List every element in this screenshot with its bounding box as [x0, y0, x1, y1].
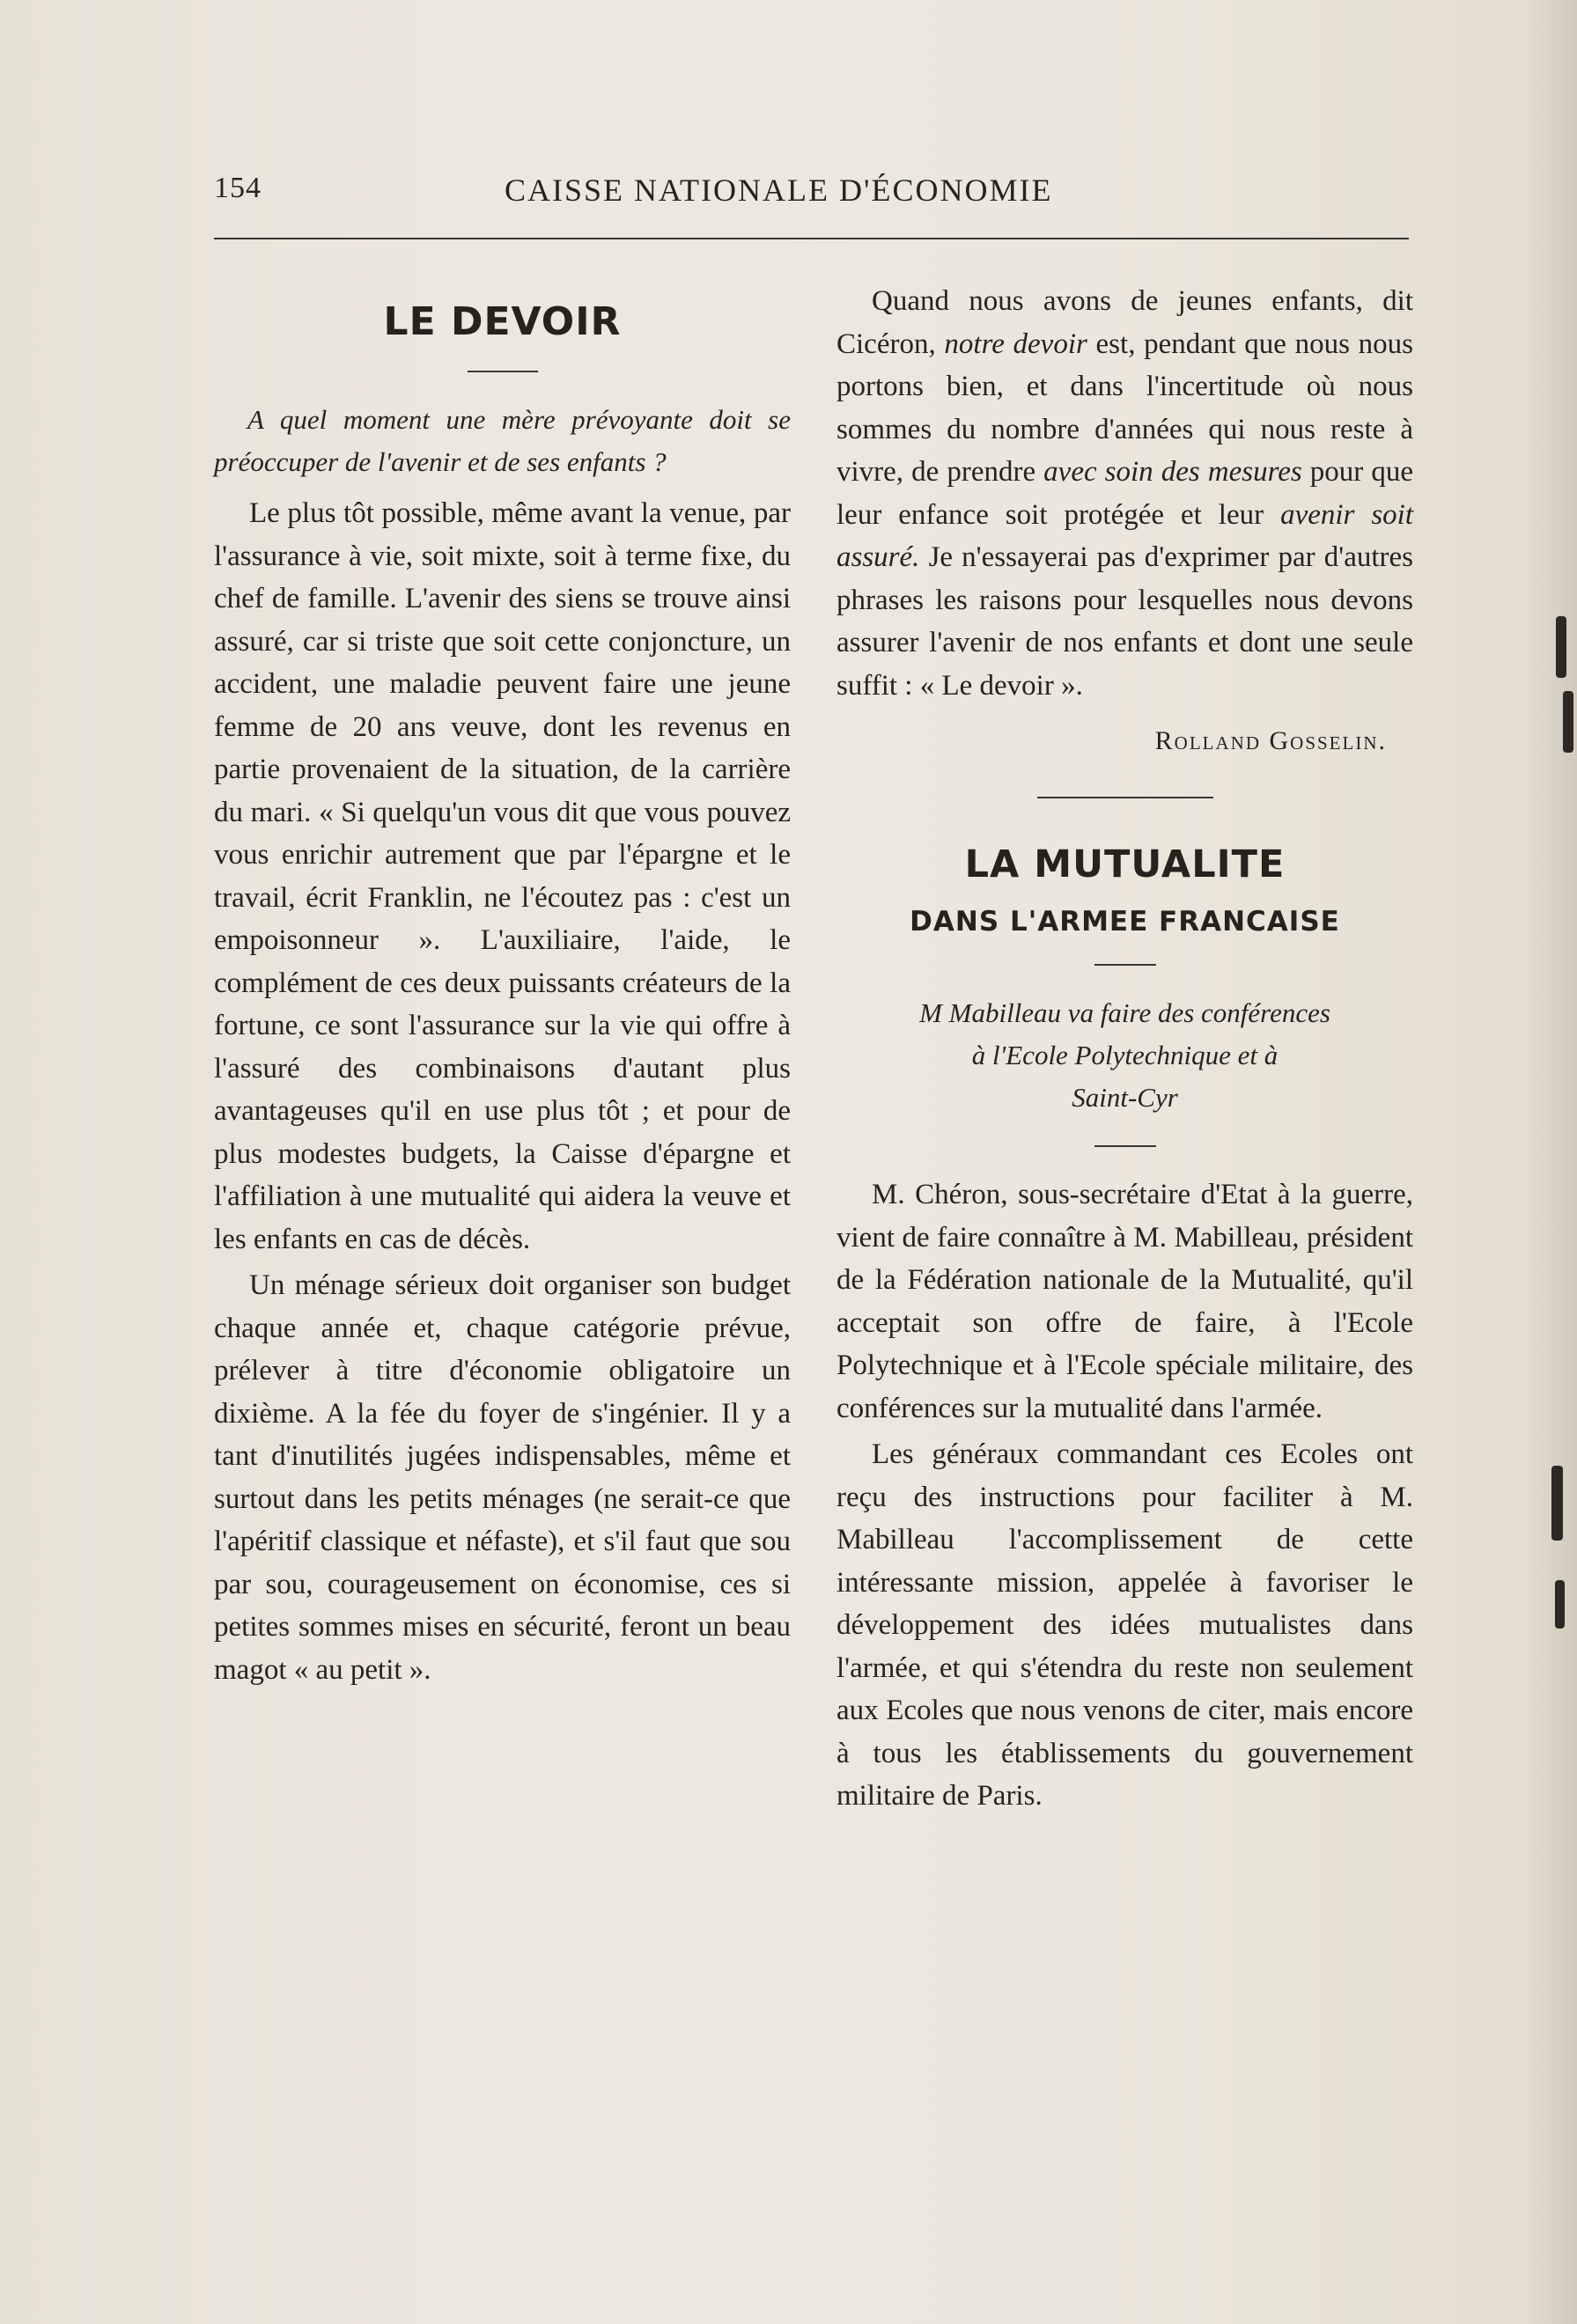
emphasis: avec soin des mesures [1043, 456, 1302, 488]
article-subtitle: DANS L'ARMEE FRANCAISE [910, 906, 1340, 938]
article-separator [1037, 797, 1213, 798]
article-deck-line: à l'Ecole Polytechnique et à [971, 1040, 1279, 1070]
scan-mark [1551, 1466, 1563, 1541]
running-header [214, 172, 1409, 221]
paragraph-continuation [836, 280, 1413, 707]
article-lede: A quel moment une mère prévoyante doit se préoccuper de l'avenir et de ses enfants ? [214, 404, 791, 477]
paragraph: M. Chéron, sous-secrétaire d'Etat à la guerre, vient de faire connaître à M. Mabilleau, président de la Fédération nationale de la Mutualité, qu'il acceptait son offre de faire, à l'Ecole Polytechnique et à l'Ecole spéciale militaire, des conférences sur la mutualité dans l'armée. [836, 1179, 1413, 1424]
article-deck-line: M Mabilleau va faire des conférences [919, 997, 1330, 1028]
text-run: Je n'essayerai pas d'exprimer par d'autres phrases les raisons pour lesquelles nous devons assurer l'avenir de nos enfants et dont une seule suffit : « Le devoir ». [836, 541, 1413, 702]
text-run: Quand nous avons de jeunes enfants, dit Cicéron, [836, 285, 1413, 360]
emphasis: notre devoir [944, 327, 1087, 360]
paragraph: Les généraux commandant ces Ecoles ont reçu des instructions pour faciliter à M. Mabilleau l'accomplissement de cette intéressante mission, appelée à favoriser le développement des idées mutualistes dans l'armée, et qui s'étendra du reste non seulement aux Ecoles que nous venons de citer, mais encore à tous les établissements du gouvernement militaire de Paris. [836, 1438, 1413, 1812]
deck-rule [1094, 1145, 1156, 1147]
paragraph: Un ménage sérieux doit organiser son budget chaque année et, chaque catégorie prévue, prélever à titre d'économie obligatoire un dixième. A la fée du foyer de s'ingénier. Il y a tant d'inutilités jugées indispensables, même et surtout dans les petits ménages (ne serait-ce que l'apéritif classique et néfaste), et s'il faut que sou par sou, courageusement on économise, ces si petites sommes mises en sécurité, feront un beau magot « au petit ». [214, 1269, 791, 1686]
text-run: pour que leur enfance soit protégée et leur [836, 456, 1413, 531]
article-title-le-devoir: LE DEVOIR [383, 299, 622, 344]
right-column [836, 273, 1413, 1818]
running-title: CAISSE NATIONALE D'ÉCONOMIE [505, 173, 1053, 208]
article-title-la-mutualite: LA MUTUALITE [964, 842, 1286, 886]
emphasis: avenir soit assuré. [836, 498, 1414, 573]
page-edge-shadow [1524, 0, 1577, 2324]
header-rule [214, 238, 1409, 239]
subtitle-rule [1094, 964, 1156, 966]
author-signature: Rolland Gosselin. [1154, 726, 1387, 755]
paragraph: Le plus tôt possible, même avant la venue, par l'assurance à vie, soit mixte, soit à terme fixe, du chef de famille. L'avenir des siens se trouve ainsi assuré, car si triste que soit cette conjoncture, un accident, une maladie peuvent faire une jeune femme de 20 ans veuve, dont les revenus en partie provenaient de la situation, de la carrière du mari. « Si quelqu'un vous dit que vous pouvez vous enrichir autrement que par l'épargne et le travail, écrit Franklin, ne l'écoutez pas : c'est un empoisonneur ». L'auxiliaire, l'aide, le complément de ces deux puissants créateurs de la fortune, ce sont l'assurance sur la vie qui offre à l'assuré des combinaisons d'autant plus avantageuses qu'il en use plus tôt ; et pour de plus modestes budgets, la Caisse d'épargne et l'affiliation à une mutualité qui aidera la veuve et les enfants en cas de décès. [214, 497, 791, 1255]
title-rule [468, 371, 538, 372]
scan-mark [1563, 691, 1573, 753]
text-run: est, pendant que nous nous portons bien, et dans l'incertitude où nous sommes du nombre d'années qui nous reste à vivre, de prendre [836, 327, 1413, 488]
scan-mark [1555, 1580, 1565, 1629]
left-column [214, 273, 791, 1691]
article-deck-line: Saint-Cyr [1072, 1082, 1178, 1113]
page-number: 154 [214, 172, 262, 204]
scan-mark [1556, 616, 1566, 678]
